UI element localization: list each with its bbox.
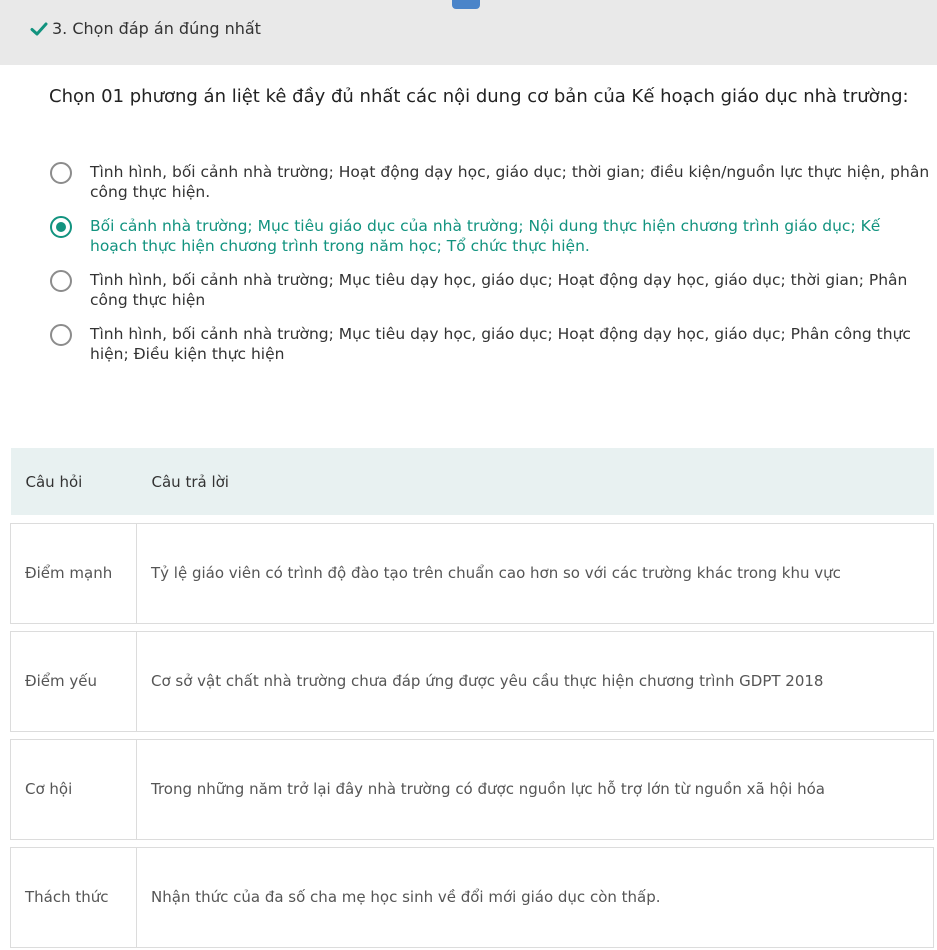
row-question-cell: Điểm yếu — [11, 631, 137, 731]
answer-option-label: Bối cảnh nhà trường; Mục tiêu giáo dục của nhà trường; Nội dung thực hiện chương trình giáo dục; Kế hoạch thực hiện chương trình trong năm học; Tổ chức thực hiện. — [90, 217, 881, 255]
radio-button-checked[interactable] — [50, 216, 72, 238]
question-text: Chọn 01 phương án liệt kê đầy đủ nhất các nội dung cơ bản của Kế hoạch giáo dục nhà trường: — [49, 86, 909, 107]
row-answer-cell: Nhận thức của đa số cha mẹ học sinh về đổi mới giáo dục còn thấp. — [137, 847, 934, 947]
question-title-row — [30, 19, 261, 38]
answer-option-4[interactable] — [50, 324, 930, 364]
row-answer-cell: Trong những năm trở lại đây nhà trường có được nguồn lực hỗ trợ lớn từ nguồn xã hội hóa — [137, 739, 934, 839]
row-answer-cell: Cơ sở vật chất nhà trường chưa đáp ứng được yêu cầu thực hiện chương trình GDPT 2018 — [137, 631, 934, 731]
answer-option-label: Tình hình, bối cảnh nhà trường; Mục tiêu dạy học, giáo dục; Hoạt động dạy học, giáo dục; thời gian; Phân công thực hiện — [90, 271, 908, 309]
answer-option-2[interactable] — [50, 216, 930, 256]
answer-option-3[interactable] — [50, 270, 930, 310]
table-row — [11, 523, 934, 623]
column-header-answer: Câu trả lời — [137, 448, 934, 515]
radio-button[interactable] — [50, 270, 72, 292]
row-answer-cell: Tỷ lệ giáo viên có trình độ đào tạo trên chuẩn cao hơn so với các trường khác trong khu vực — [137, 523, 934, 623]
column-header-question: Câu hỏi — [11, 448, 137, 515]
table-row — [11, 631, 934, 731]
question-title: 3. Chọn đáp án đúng nhất — [52, 19, 261, 38]
check-icon — [30, 21, 48, 37]
row-question-cell: Điểm mạnh — [11, 523, 137, 623]
table-row — [11, 739, 934, 839]
question-header — [0, 0, 937, 65]
row-question-cell: Cơ hội — [11, 739, 137, 839]
table-header-row — [11, 448, 934, 515]
scroll-top-tab[interactable] — [452, 0, 480, 9]
answer-option-1[interactable] — [50, 162, 930, 202]
answer-option-label: Tình hình, bối cảnh nhà trường; Hoạt động dạy học, giáo dục; thời gian; điều kiện/nguồn lực thực hiện, phân công thực hiện. — [90, 163, 930, 201]
radio-button[interactable] — [50, 162, 72, 184]
table-row — [11, 847, 934, 947]
answer-option-label: Tình hình, bối cảnh nhà trường; Mục tiêu dạy học, giáo dục; Hoạt động dạy học, giáo dục; Phân công thực hiện; Điều kiện thực hiện — [90, 325, 911, 363]
radio-button[interactable] — [50, 324, 72, 346]
answer-options — [50, 162, 930, 378]
swot-table — [10, 448, 934, 948]
row-question-cell: Thách thức — [11, 847, 137, 947]
